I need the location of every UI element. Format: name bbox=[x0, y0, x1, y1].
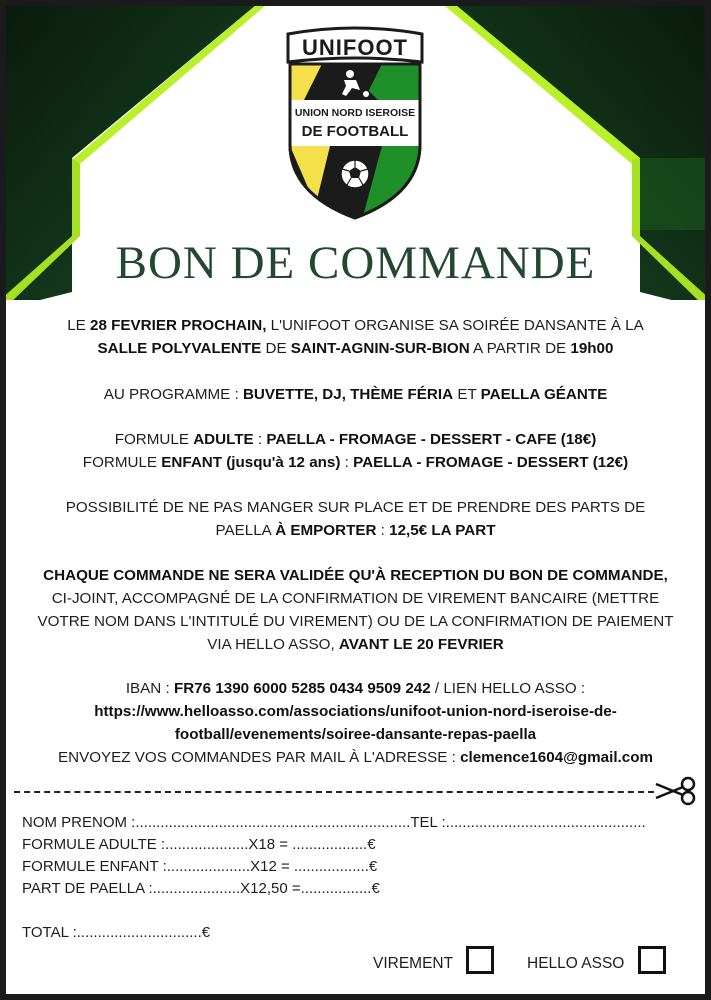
email-link[interactable]: clemence1604@gmail.com bbox=[460, 749, 654, 766]
intro-paragraph: LE 28 FEVRIER PROCHAIN, L'UNIFOOT ORGANISE SA SOIRÉE DANSANTE À LA SALLE POLYVALENTE DE SAINT-AGNIN-SUR-BION A PARTIR DE 19h00 bbox=[67, 317, 644, 357]
svg-text:UNIFOOT: UNIFOOT bbox=[302, 35, 408, 60]
iban-value: FR76 1390 6000 5285 0434 9509 242 bbox=[173, 680, 431, 697]
nom-prenom-field[interactable]: NOM PRENOM :..................................................................TEL :................................................ bbox=[22, 814, 646, 831]
formule-enfant-field[interactable]: FORMULE ENFANT :....................X12 = ..................€ bbox=[22, 858, 378, 875]
helloasso-link-cont[interactable]: football/evenements/soiree-dansante-repas-paella bbox=[174, 726, 537, 743]
svg-text:UNION NORD ISEROISE: UNION NORD ISEROISE bbox=[294, 107, 416, 119]
hello-asso-label: HELLO ASSO bbox=[527, 955, 625, 972]
programme-paragraph: AU PROGRAMME : BUVETTE, DJ, THÈME FÉRIA ET PAELLA GÉANTE bbox=[103, 386, 608, 403]
validation-paragraph: CHAQUE COMMANDE NE SERA VALIDÉE QU'À RECEPTION DU BON DE COMMANDE, CI-JOINT, ACCOMPAGNÉ DE LA CONFIRMATION DE VIREMENT BANCAIRE (METTRE VOTRE NOM DANS L'INTITULÉ DU VIREMENT) OU DE LA CONFIRMATION DE PAIEMENT VIA HELLO ASSO, AVANT LE 20 FEVRIER bbox=[37, 567, 674, 653]
emporter-paragraph: POSSIBILITÉ DE NE PAS MANGER SUR PLACE ET DE PRENDRE DES PARTS DE PAELLA À EMPORTER : 12,5€ LA PART bbox=[65, 499, 646, 539]
svg-text:DE FOOTBALL: DE FOOTBALL bbox=[301, 123, 409, 140]
formules-paragraph: FORMULE ADULTE : PAELLA - FROMAGE - DESSERT - CAFE (18€) FORMULE ENFANT (jusqu'à 12 ans) : PAELLA - FROMAGE - DESSERT (12€) bbox=[82, 431, 629, 471]
virement-label: VIREMENT bbox=[373, 955, 454, 972]
helloasso-link[interactable]: https://www.helloasso.com/associations/unifoot-union-nord-iseroise-de- bbox=[94, 703, 617, 720]
formule-adulte-field[interactable]: FORMULE ADULTE :....................X18 = ..................€ bbox=[22, 836, 376, 853]
page-title: BON DE COMMANDE bbox=[115, 237, 596, 289]
part-paella-field[interactable]: PART DE PAELLA :.....................X12,50 =.................€ bbox=[22, 880, 380, 897]
total-field[interactable]: TOTAL :..............................€ bbox=[22, 924, 211, 941]
payment-paragraph: IBAN : FR76 1390 6000 5285 0434 9509 242 / LIEN HELLO ASSO : https://www.helloasso.com/associations/unifoot-union-nord-iseroise-de- football/evenements/soiree-dansante-repas-paella ENVOYEZ VOS COMMANDES PAR MAIL À L'ADRESSE : clemence1604@gmail.com bbox=[57, 680, 654, 766]
